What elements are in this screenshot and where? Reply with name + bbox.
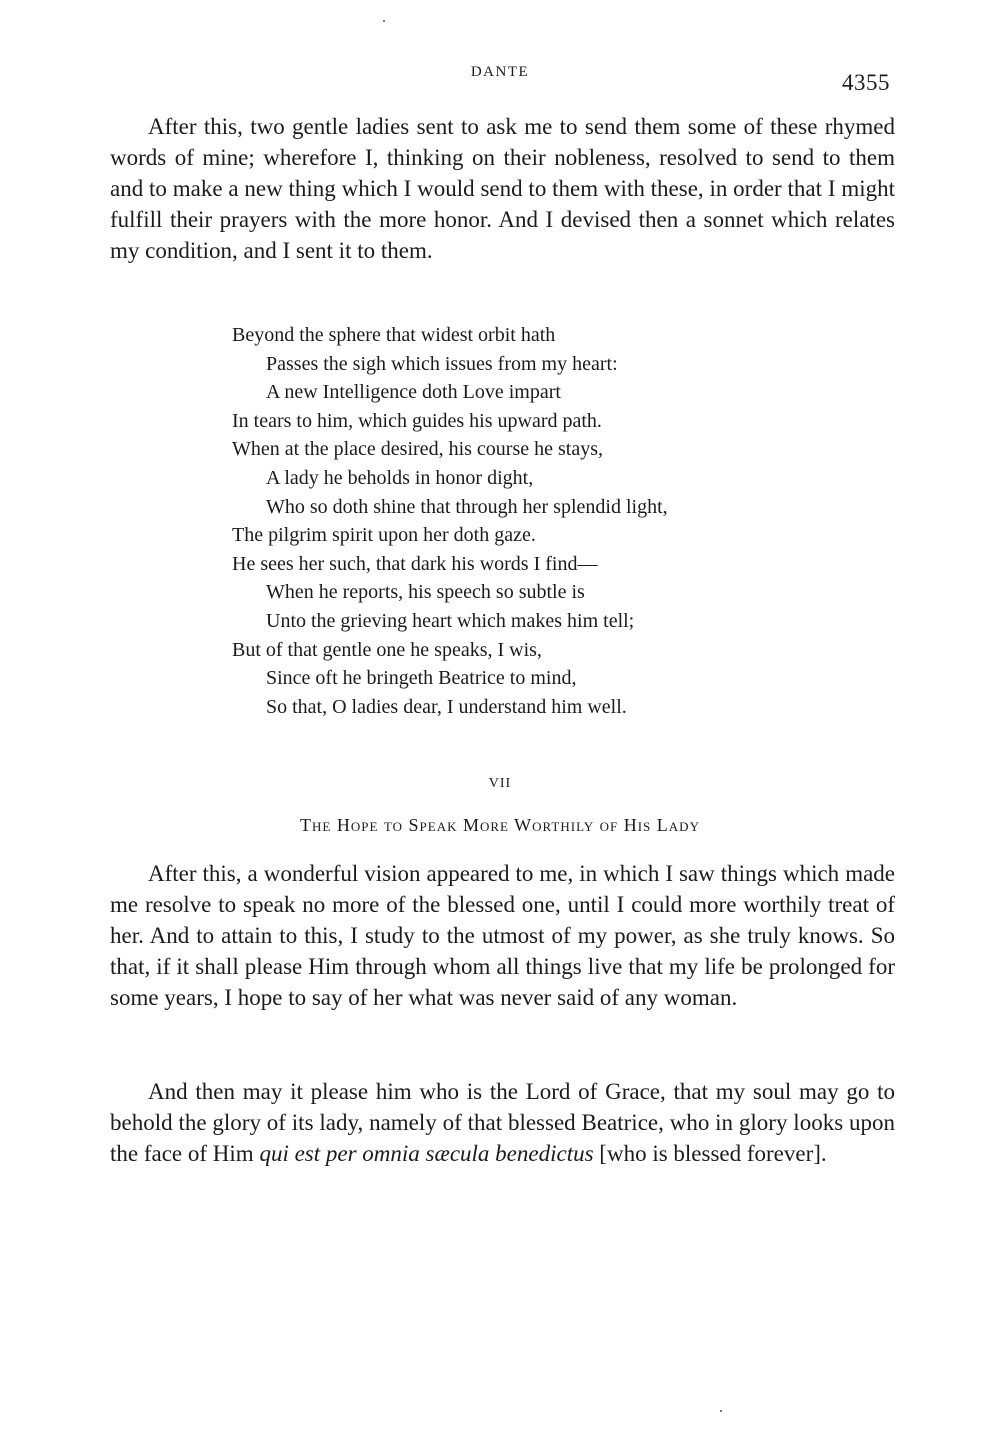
sonnet-line: But of that gentle one he speaks, I wis,	[232, 638, 542, 661]
sonnet-line: Unto the grieving heart which makes him tell;	[266, 609, 635, 632]
sonnet-line: Beyond the sphere that widest orbit hath	[232, 324, 556, 346]
paragraph-text: After this, a wonderful vision appeared to me, in which I saw things which made me resolve to speak no more of the blessed one, until I could more worthily treat of her. And to attain to this, I study to the utmost of my power, as she truly knows. So that, if it shall please Him through whom all things live that my life be prolonged for some years, I hope to say of her what was never said of any woman.	[110, 861, 895, 1010]
paragraph-closing	[110, 1076, 895, 1169]
closing-text-end: [who is blessed forever].	[593, 1141, 827, 1166]
sonnet-line: When he reports, his speech so subtle is	[266, 581, 585, 604]
sonnet-line: The pilgrim spirit upon her doth gaze.	[232, 524, 536, 547]
closing-text-start: And then may it please him who is the Lord of Grace, that my soul may go to behold the glory of its lady, namely of that blessed Beatrice, who in glory looks upon the face of Him	[110, 1079, 895, 1166]
paragraph-text	[110, 1076, 895, 1169]
page-number: 4355	[842, 70, 890, 95]
sonnet-line: Passes the sigh which issues from my heart:	[266, 352, 618, 375]
sonnet-line: Who so doth shine that through her splendid light,	[266, 495, 668, 518]
paragraph-intro	[110, 111, 895, 266]
print-speck	[720, 1410, 722, 1412]
paragraph-text: After this, two gentle ladies sent to ask me to send them some of these rhymed words of mine; wherefore I, thinking on their nobleness, resolved to send to them and to make a new thing which I would send to them with these, in order that I might fulfill their prayers with the more honor. And I devised then a sonnet which relates my condition, and I sent it to them.	[110, 114, 895, 263]
paragraph-vision	[110, 858, 895, 1013]
print-speck	[383, 20, 385, 22]
sonnet-line: A new Intelligence doth Love impart	[266, 381, 561, 404]
sonnet	[232, 321, 872, 721]
sonnet-line: In tears to him, which guides his upward path.	[232, 409, 602, 432]
sonnet-line: A lady he beholds in honor dight,	[266, 466, 534, 489]
sonnet-line: He sees her such, that dark his words I find—	[232, 552, 598, 575]
running-head: DANTE	[470, 64, 530, 80]
sonnet-line: Since oft he bringeth Beatrice to mind,	[266, 667, 577, 690]
section-title: The Hope to Speak More Worthily of His Lady	[300, 815, 700, 835]
section-number: VII	[488, 776, 512, 791]
sonnet-line: So that, O ladies dear, I understand him well.	[266, 695, 627, 718]
latin-phrase: qui est per omnia sæcula benedictus	[259, 1141, 594, 1166]
sonnet-line: When at the place desired, his course he stays,	[232, 438, 603, 461]
